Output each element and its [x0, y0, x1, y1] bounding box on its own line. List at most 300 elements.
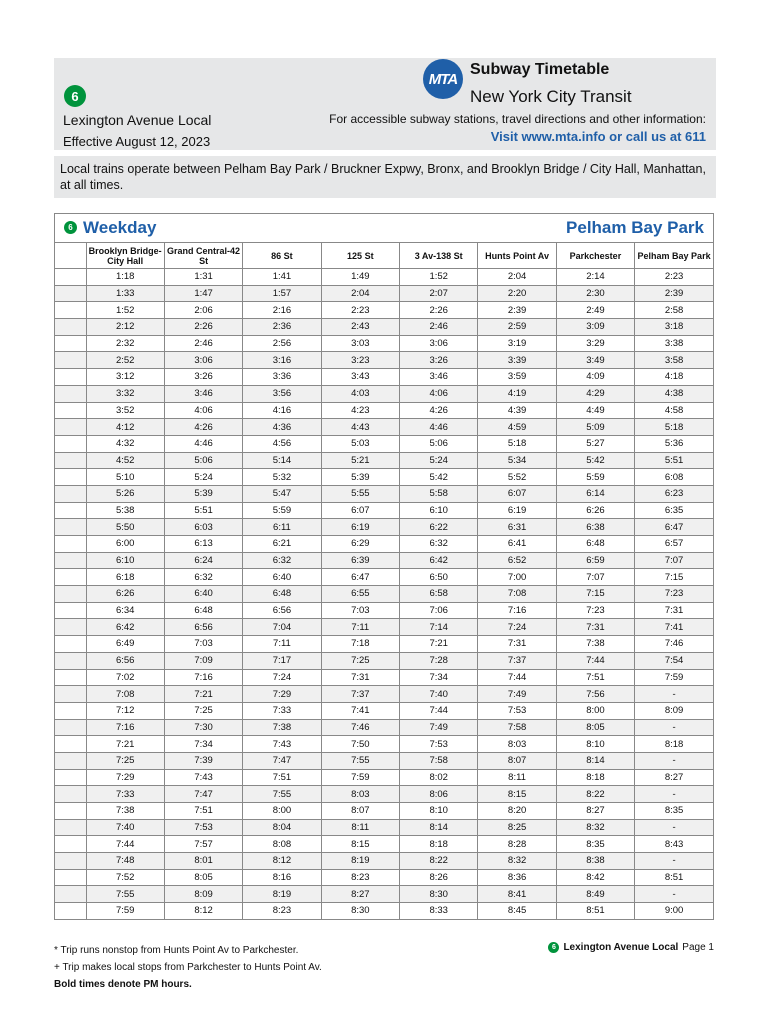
- table-cell: 1:52: [400, 269, 478, 286]
- table-cell: 3:26: [164, 369, 242, 386]
- table-cell: 8:06: [400, 786, 478, 803]
- table-row: [55, 652, 713, 669]
- table-cell: 7:52: [86, 869, 164, 886]
- table-cell: 6:11: [243, 519, 321, 536]
- table-cell: 8:12: [243, 853, 321, 870]
- column-header: Pelham Bay Park: [635, 243, 713, 269]
- table-cell: 7:44: [86, 836, 164, 853]
- table-cell: 3:29: [556, 335, 634, 352]
- table-cell: 2:36: [243, 319, 321, 336]
- table-cell: 4:18: [635, 369, 713, 386]
- table-cell: 7:03: [164, 636, 242, 653]
- timetable-header: [54, 58, 716, 150]
- table-cell: 6:47: [321, 569, 399, 586]
- table-cell: [55, 686, 86, 703]
- table-cell: 6:48: [243, 586, 321, 603]
- table-row: [55, 636, 713, 653]
- timetable: [54, 213, 714, 920]
- table-cell: 8:05: [164, 869, 242, 886]
- table-cell: 3:06: [400, 335, 478, 352]
- table-cell: 7:28: [400, 652, 478, 669]
- column-header: Parkchester: [556, 243, 634, 269]
- table-cell: 3:26: [400, 352, 478, 369]
- table-cell: 5:09: [556, 419, 634, 436]
- table-cell: 2:26: [164, 319, 242, 336]
- table-cell: 3:03: [321, 335, 399, 352]
- mta-logo-icon: MTA: [423, 59, 463, 99]
- table-row: [55, 536, 713, 553]
- table-cell: [55, 869, 86, 886]
- table-cell: 6:10: [400, 502, 478, 519]
- table-cell: 2:06: [164, 302, 242, 319]
- table-cell: 7:37: [321, 686, 399, 703]
- table-cell: 3:32: [86, 385, 164, 402]
- column-header: Grand Central-42 St: [164, 243, 242, 269]
- table-cell: [55, 786, 86, 803]
- table-cell: 6:13: [164, 536, 242, 553]
- table-cell: 2:16: [243, 302, 321, 319]
- table-row: [55, 452, 713, 469]
- table-cell: [55, 452, 86, 469]
- table-cell: 6:42: [86, 619, 164, 636]
- table-cell: [55, 385, 86, 402]
- table-row: [55, 285, 713, 302]
- table-cell: 8:03: [321, 786, 399, 803]
- table-cell: 8:11: [478, 769, 556, 786]
- table-cell: [55, 502, 86, 519]
- table-cell: 5:39: [321, 469, 399, 486]
- table-cell: 1:57: [243, 285, 321, 302]
- table-cell: 3:59: [478, 369, 556, 386]
- table-row: [55, 819, 713, 836]
- table-cell: 7:38: [243, 719, 321, 736]
- table-cell: 4:16: [243, 402, 321, 419]
- table-cell: 5:47: [243, 485, 321, 502]
- table-cell: 4:52: [86, 452, 164, 469]
- table-row: [55, 435, 713, 452]
- table-cell: 7:38: [86, 803, 164, 820]
- table-cell: 7:31: [635, 602, 713, 619]
- table-cell: 2:07: [400, 285, 478, 302]
- table-cell: 5:18: [478, 435, 556, 452]
- table-cell: 3:56: [243, 385, 321, 402]
- table-cell: 5:06: [164, 452, 242, 469]
- table-cell: [55, 669, 86, 686]
- table-cell: [55, 586, 86, 603]
- table-cell: 7:00: [478, 569, 556, 586]
- table-cell: 8:00: [556, 702, 634, 719]
- table-cell: 1:31: [164, 269, 242, 286]
- table-cell: 1:47: [164, 285, 242, 302]
- table-cell: 7:59: [321, 769, 399, 786]
- table-cell: [55, 302, 86, 319]
- table-cell: 7:16: [86, 719, 164, 736]
- table-cell: 3:16: [243, 352, 321, 369]
- table-cell: 8:32: [478, 853, 556, 870]
- table-cell: 6:29: [321, 536, 399, 553]
- table-cell: 7:04: [243, 619, 321, 636]
- table-row: [55, 552, 713, 569]
- table-cell: 8:43: [635, 836, 713, 853]
- table-cell: 8:18: [556, 769, 634, 786]
- table-cell: 8:32: [556, 819, 634, 836]
- table-cell: 6:32: [243, 552, 321, 569]
- route-6-small-bullet-icon: 6: [64, 221, 77, 234]
- table-cell: 7:17: [243, 652, 321, 669]
- table-cell: 7:49: [478, 686, 556, 703]
- table-cell: 4:38: [635, 385, 713, 402]
- effective-date: Effective August 12, 2023: [63, 134, 211, 149]
- table-cell: 8:04: [243, 819, 321, 836]
- table-row: [55, 469, 713, 486]
- table-cell: 7:23: [635, 586, 713, 603]
- table-cell: 2:20: [478, 285, 556, 302]
- table-row: [55, 786, 713, 803]
- page-subtitle: New York City Transit: [470, 87, 632, 106]
- table-cell: 5:38: [86, 502, 164, 519]
- table-cell: 5:55: [321, 485, 399, 502]
- table-row: [55, 269, 713, 286]
- table-cell: 8:10: [400, 803, 478, 820]
- table-cell: 8:41: [478, 886, 556, 903]
- table-cell: 7:46: [321, 719, 399, 736]
- column-header: [55, 243, 86, 269]
- table-row: [55, 869, 713, 886]
- table-cell: 8:27: [635, 769, 713, 786]
- table-cell: 7:51: [164, 803, 242, 820]
- table-cell: 6:56: [164, 619, 242, 636]
- table-cell: 8:05: [556, 719, 634, 736]
- table-cell: [55, 435, 86, 452]
- table-cell: -: [635, 853, 713, 870]
- table-cell: 5:21: [321, 452, 399, 469]
- table-cell: [55, 836, 86, 853]
- table-cell: 4:19: [478, 385, 556, 402]
- table-cell: 5:59: [556, 469, 634, 486]
- table-row: [55, 836, 713, 853]
- table-cell: 8:19: [321, 853, 399, 870]
- table-cell: 7:46: [635, 636, 713, 653]
- table-cell: [55, 519, 86, 536]
- table-cell: 7:09: [164, 652, 242, 669]
- info-link[interactable]: Visit www.mta.info or call us at 611: [490, 129, 706, 144]
- table-cell: 5:50: [86, 519, 164, 536]
- table-row: [55, 369, 713, 386]
- table-row: [55, 886, 713, 903]
- table-cell: 7:29: [243, 686, 321, 703]
- page-number: Page 1: [682, 942, 714, 953]
- table-body: [55, 269, 713, 919]
- table-cell: 6:18: [86, 569, 164, 586]
- table-cell: 7:53: [478, 702, 556, 719]
- table-cell: 4:23: [321, 402, 399, 419]
- table-cell: 6:50: [400, 569, 478, 586]
- table-cell: 2:23: [321, 302, 399, 319]
- table-row: [55, 402, 713, 419]
- table-cell: 7:40: [400, 686, 478, 703]
- table-cell: 7:24: [243, 669, 321, 686]
- table-cell: 7:53: [400, 736, 478, 753]
- table-row: [55, 502, 713, 519]
- table-cell: 6:08: [635, 469, 713, 486]
- table-cell: 5:18: [635, 419, 713, 436]
- table-cell: 2:39: [478, 302, 556, 319]
- table-cell: 7:24: [478, 619, 556, 636]
- table-cell: 4:46: [400, 419, 478, 436]
- table-cell: 7:44: [556, 652, 634, 669]
- table-cell: 7:14: [400, 619, 478, 636]
- table-cell: 7:23: [556, 602, 634, 619]
- table-cell: 5:06: [400, 435, 478, 452]
- table-cell: 8:19: [243, 886, 321, 903]
- table-cell: 7:34: [164, 736, 242, 753]
- table-row: [55, 769, 713, 786]
- table-cell: 4:26: [164, 419, 242, 436]
- table-cell: 1:33: [86, 285, 164, 302]
- table-cell: 7:21: [400, 636, 478, 653]
- table-cell: 5:26: [86, 485, 164, 502]
- table-cell: 5:34: [478, 452, 556, 469]
- table-cell: 8:07: [478, 752, 556, 769]
- table-cell: 2:23: [635, 269, 713, 286]
- table-row: [55, 335, 713, 352]
- table-cell: [55, 269, 86, 286]
- table-cell: 8:51: [635, 869, 713, 886]
- table-cell: 8:10: [556, 736, 634, 753]
- table-cell: 7:02: [86, 669, 164, 686]
- table-row: [55, 686, 713, 703]
- table-cell: 7:40: [86, 819, 164, 836]
- table-cell: [55, 853, 86, 870]
- table-cell: 6:56: [86, 652, 164, 669]
- table-cell: 8:22: [556, 786, 634, 803]
- table-cell: 5:59: [243, 502, 321, 519]
- table-cell: 5:58: [400, 485, 478, 502]
- table-row: [55, 302, 713, 319]
- table-cell: 4:03: [321, 385, 399, 402]
- section-destination: Pelham Bay Park: [566, 218, 704, 237]
- table-cell: 5:42: [556, 452, 634, 469]
- timetable-grid: [55, 243, 713, 919]
- table-cell: 8:30: [400, 886, 478, 903]
- table-cell: 6:40: [243, 569, 321, 586]
- table-cell: 6:03: [164, 519, 242, 536]
- section-header: [55, 214, 713, 243]
- table-cell: 4:06: [400, 385, 478, 402]
- table-cell: -: [635, 752, 713, 769]
- route-6-footer-bullet-icon: 6: [548, 942, 559, 953]
- table-cell: 2:26: [400, 302, 478, 319]
- table-cell: -: [635, 886, 713, 903]
- table-cell: 3:38: [635, 335, 713, 352]
- table-cell: 7:21: [164, 686, 242, 703]
- table-cell: 3:46: [400, 369, 478, 386]
- table-cell: 8:49: [556, 886, 634, 903]
- table-row: [55, 903, 713, 919]
- table-cell: 7:11: [243, 636, 321, 653]
- table-cell: 3:39: [478, 352, 556, 369]
- table-cell: 6:14: [556, 485, 634, 502]
- table-cell: 6:57: [635, 536, 713, 553]
- table-cell: 5:32: [243, 469, 321, 486]
- table-cell: 6:00: [86, 536, 164, 553]
- table-cell: [55, 602, 86, 619]
- page-title: Subway Timetable: [470, 61, 610, 78]
- table-cell: 2:52: [86, 352, 164, 369]
- table-cell: 7:31: [321, 669, 399, 686]
- table-cell: [55, 552, 86, 569]
- table-cell: [55, 335, 86, 352]
- table-cell: 6:41: [478, 536, 556, 553]
- table-cell: 7:03: [321, 602, 399, 619]
- table-cell: 3:19: [478, 335, 556, 352]
- table-cell: 7:25: [164, 702, 242, 719]
- table-cell: 4:39: [478, 402, 556, 419]
- table-cell: 6:32: [400, 536, 478, 553]
- table-cell: 4:43: [321, 419, 399, 436]
- table-row: [55, 569, 713, 586]
- table-cell: 5:52: [478, 469, 556, 486]
- table-cell: 8:02: [400, 769, 478, 786]
- table-cell: 5:24: [164, 469, 242, 486]
- column-header: 86 St: [243, 243, 321, 269]
- table-cell: 7:11: [321, 619, 399, 636]
- table-cell: [55, 469, 86, 486]
- table-cell: [55, 352, 86, 369]
- table-row: [55, 719, 713, 736]
- table-cell: 6:38: [556, 519, 634, 536]
- table-cell: 7:34: [400, 669, 478, 686]
- table-cell: 8:27: [321, 886, 399, 903]
- table-cell: [55, 636, 86, 653]
- table-cell: 7:55: [321, 752, 399, 769]
- footer-notes: [54, 942, 322, 993]
- table-cell: 4:49: [556, 402, 634, 419]
- table-cell: 6:56: [243, 602, 321, 619]
- table-cell: 4:32: [86, 435, 164, 452]
- table-cell: 7:29: [86, 769, 164, 786]
- table-cell: [55, 819, 86, 836]
- table-row: [55, 385, 713, 402]
- table-cell: 4:06: [164, 402, 242, 419]
- table-cell: 7:47: [164, 786, 242, 803]
- table-cell: 8:23: [243, 903, 321, 919]
- table-cell: 6:26: [86, 586, 164, 603]
- table-cell: 6:19: [478, 502, 556, 519]
- table-cell: [55, 903, 86, 919]
- table-cell: -: [635, 686, 713, 703]
- table-cell: 7:43: [243, 736, 321, 753]
- table-cell: 7:16: [478, 602, 556, 619]
- table-cell: 8:15: [478, 786, 556, 803]
- table-cell: 7:47: [243, 752, 321, 769]
- line-name: Lexington Avenue Local: [63, 112, 212, 128]
- footer-page-label: [548, 942, 714, 953]
- table-cell: 7:25: [86, 752, 164, 769]
- table-cell: 7:31: [556, 619, 634, 636]
- table-cell: 5:39: [164, 485, 242, 502]
- table-cell: 9:00: [664, 905, 684, 917]
- table-cell: 6:39: [321, 552, 399, 569]
- table-cell: 8:33: [400, 903, 478, 919]
- table-cell: 5:14: [243, 452, 321, 469]
- table-cell: 4:58: [635, 402, 713, 419]
- table-cell: 7:50: [321, 736, 399, 753]
- table-cell: 3:12: [86, 369, 164, 386]
- table-row: [55, 519, 713, 536]
- table-cell: 6:07: [321, 502, 399, 519]
- table-cell: 2:39: [635, 285, 713, 302]
- table-cell: -: [635, 719, 713, 736]
- table-cell: 7:56: [556, 686, 634, 703]
- table-cell: [55, 702, 86, 719]
- table-cell: 6:42: [400, 552, 478, 569]
- table-cell: 5:10: [86, 469, 164, 486]
- table-cell: 6:31: [478, 519, 556, 536]
- table-cell: 6:48: [164, 602, 242, 619]
- table-cell: 2:30: [556, 285, 634, 302]
- footnote-bold: Bold times denote PM hours.: [54, 979, 192, 990]
- table-cell: 6:52: [478, 552, 556, 569]
- table-cell: 2:04: [321, 285, 399, 302]
- table-cell: 2:56: [243, 335, 321, 352]
- table-cell: 7:55: [86, 886, 164, 903]
- table-cell: 6:47: [635, 519, 713, 536]
- table-cell: [55, 485, 86, 502]
- table-cell: 7:21: [86, 736, 164, 753]
- table-cell: 3:36: [243, 369, 321, 386]
- table-cell: 7:43: [164, 769, 242, 786]
- column-header: 3 Av-138 St: [400, 243, 478, 269]
- table-cell: 3:58: [635, 352, 713, 369]
- table-cell: 8:22: [400, 853, 478, 870]
- table-cell: 7:18: [321, 636, 399, 653]
- table-cell: 6:07: [478, 485, 556, 502]
- table-cell: 1:18: [86, 269, 164, 286]
- table-cell: 5:24: [400, 452, 478, 469]
- table-cell: 5:03: [321, 435, 399, 452]
- table-cell: [55, 736, 86, 753]
- table-cell: 3:43: [321, 369, 399, 386]
- table-cell: 7:15: [556, 586, 634, 603]
- table-cell: 7:58: [400, 752, 478, 769]
- table-cell: [55, 803, 86, 820]
- table-cell: 8:51: [556, 903, 634, 919]
- table-cell: 8:00: [243, 803, 321, 820]
- table-header-row: [55, 243, 713, 269]
- table-cell: 6:21: [243, 536, 321, 553]
- table-cell: 6:23: [635, 485, 713, 502]
- table-cell: 8:35: [556, 836, 634, 853]
- table-cell: 7:51: [243, 769, 321, 786]
- table-cell: -: [635, 786, 713, 803]
- table-cell: 5:27: [556, 435, 634, 452]
- table-cell: 6:24: [164, 552, 242, 569]
- table-cell: 7:44: [478, 669, 556, 686]
- table-cell: [55, 536, 86, 553]
- table-cell: 7:41: [321, 702, 399, 719]
- table-cell: 7:48: [86, 853, 164, 870]
- table-cell: 8:14: [400, 819, 478, 836]
- table-cell: 6:58: [400, 586, 478, 603]
- table-cell: 4:56: [243, 435, 321, 452]
- table-cell: 6:59: [556, 552, 634, 569]
- table-cell: 8:07: [321, 803, 399, 820]
- section-title: Weekday: [83, 218, 157, 237]
- table-cell: 7:08: [86, 686, 164, 703]
- table-cell: 7:41: [635, 619, 713, 636]
- table-cell: 7:55: [243, 786, 321, 803]
